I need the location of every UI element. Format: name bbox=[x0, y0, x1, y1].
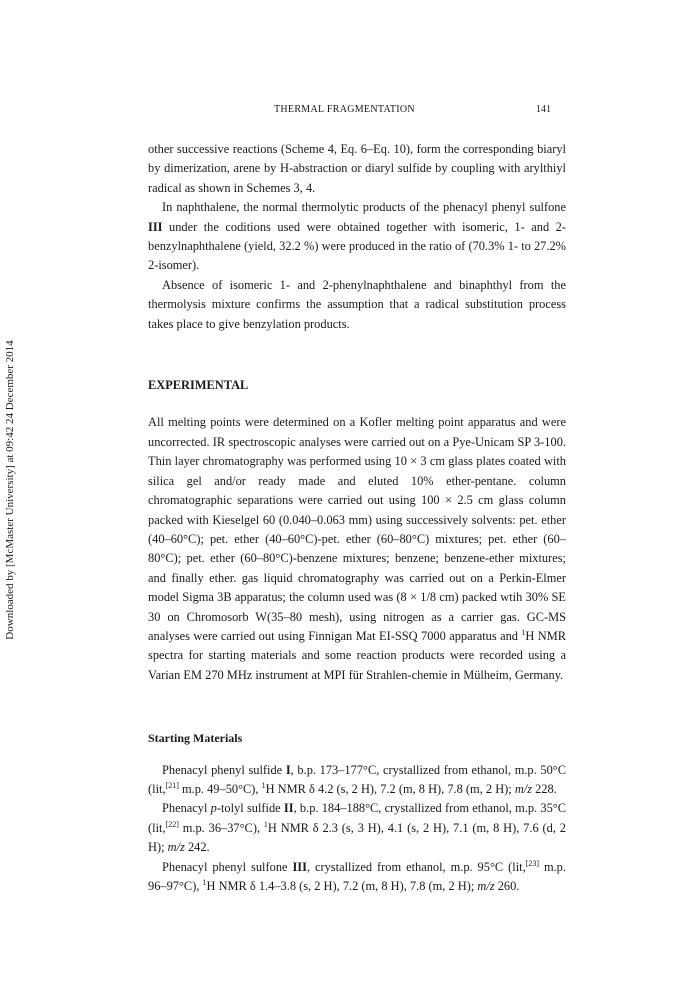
entry-compound-3 bbox=[148, 858, 566, 897]
intro-paragraph-3: Absence of isomeric 1- and 2-phenylnaphthalene and binaphthyl from the thermolysis mixture confirms the assumption that a radical substitution process takes place to give benzylation products. bbox=[148, 277, 566, 331]
mz-label: m/z bbox=[514, 781, 533, 796]
nmr-superscript: 1 bbox=[521, 627, 526, 637]
article-body bbox=[148, 140, 566, 896]
compound-label: II bbox=[283, 801, 294, 816]
entry-compound-1 bbox=[148, 761, 566, 800]
intro-p2-text-a: In naphthalene, the normal thermolytic products of the phenacyl phenyl sulfone bbox=[162, 200, 566, 215]
section-heading-experimental: EXPERIMENTAL bbox=[148, 378, 249, 393]
intro-paragraph-1: other successive reactions (Scheme 4, Eq. 6–Eq. 10), form the corresponding biaryl by dimerization, arene by H-abstraction or diaryl sulfide by coupling with arylthiyl radical as shown in Schemes 3, 4. bbox=[148, 142, 566, 195]
compound-label: III bbox=[292, 859, 307, 874]
compound-label: I bbox=[285, 762, 291, 777]
nmr-superscript: 1 bbox=[261, 780, 266, 790]
mz-label: m/z bbox=[477, 879, 495, 893]
entry-3-text: , crystallized from ethanol, m.p. 95°C (lit, bbox=[306, 859, 526, 874]
reference-superscript: [23] bbox=[525, 858, 539, 868]
download-watermark-text: Downloaded by [McMaster University] at 09:42 24 December 2014 bbox=[4, 340, 16, 640]
running-head: THERMAL FRAGMENTATION bbox=[274, 104, 415, 115]
nmr-superscript: 1 bbox=[202, 877, 207, 887]
nmr-superscript: 1 bbox=[263, 819, 268, 829]
reference-superscript: [21] bbox=[165, 780, 179, 790]
experimental-paragraph bbox=[148, 413, 566, 685]
experimental-text: All melting points were determined on a Kofler melting point apparatus and were uncorrected. IR spectroscopic analyses were carried out on a Pye-Unicam SP 3-100. Thin layer chromatography was performed using 10 × 3 cm glass plates coated with silica gel and/or ready made and eluted 10% ether-pentane. column chromatographic separations were carried out using 100 × 2.5 cm glass column packed with Kieselgel 60 (0.040–0.063 mm) using successively solvents: pet. ether (40–60°C); pet. ether (40–60°C)-pet. ether (60–80°C) mixtures; pet. ether (60–80°C); pet. ether (60–80°C)-benzene mixtures; benzene; benzene-ether mixtures; and finally ether. gas liquid chromatography was carried out on a Perkin-Elmer model Sigma 3B apparatus; the column used was (8 × 1/8 cm) packed wtih 30% SE 30 on Chromosorb W(35–80 mesh), using nitrogen as a carrier gas. GC-MS analyses were carried out using Finnigan Mat EI-SSQ 7000 apparatus and bbox=[148, 415, 566, 643]
download-watermark bbox=[4, 250, 16, 730]
entry-1-text: H NMR δ 4.2 (s, 2 H), 7.2 (m, 8 H), 7.8 (m, 2 H); bbox=[265, 781, 515, 796]
page-number: 141 bbox=[536, 104, 551, 115]
entry-1-text: , b.p. 173–177°C, crystallized from ethanol, m.p. 50°C (lit, bbox=[148, 762, 566, 796]
intro-p2-text-c: under the coditions used were obtained together with isomeric, 1- and 2-benzylnaphthalene (yield, 32.2 %) were produced in the ratio of (70.3% 1- to 27.2% 2-isomer). bbox=[148, 219, 566, 273]
subsection-heading-starting-materials: Starting Materials bbox=[148, 731, 243, 746]
entry-3-text: m.p. 96–97°C), bbox=[148, 859, 566, 893]
reference-superscript: [22] bbox=[165, 819, 179, 829]
entry-3-text: H NMR δ 1.4–3.8 (s, 2 H), 7.2 (m, 8 H), 7.8 (m, 2 H); bbox=[206, 879, 478, 893]
experimental-text-2: H NMR spectra for starting materials and some reaction products were recorded using a Varian EM 270 MHz instrument at MPI für Strahlen-chemie in Mülheim, Germany. bbox=[148, 628, 566, 682]
entry-1-text: 228. bbox=[532, 781, 557, 796]
entry-2-text: H NMR δ 2.3 (s, 3 H), 4.1 (s, 2 H), 7.1 (m, 8 H), 7.6 (d, 2 H); bbox=[148, 820, 566, 855]
entry-2-text: -tolyl sulfide bbox=[216, 801, 284, 816]
entry-3-text: 260. bbox=[494, 879, 520, 893]
entry-3-text: Phenacyl phenyl sulfone bbox=[162, 859, 293, 874]
entry-2-text: m.p. 36–37°C), bbox=[178, 820, 264, 835]
mz-label: m/z bbox=[167, 840, 185, 855]
entry-1-text: Phenacyl phenyl sulfide bbox=[162, 762, 286, 777]
entry-compound-2 bbox=[148, 799, 566, 857]
entry-2-text: Phenacyl bbox=[162, 801, 211, 816]
entry-2-text: 242. bbox=[184, 840, 210, 855]
entry-2-text: , b.p. 184–188°C, crystallized from ethanol, m.p. 35°C (lit, bbox=[148, 801, 566, 835]
compound-label: III bbox=[148, 219, 163, 234]
intro-paragraph-2 bbox=[148, 198, 566, 276]
para-prefix: p bbox=[210, 801, 217, 816]
entry-1-text: m.p. 49–50°C), bbox=[178, 781, 262, 796]
